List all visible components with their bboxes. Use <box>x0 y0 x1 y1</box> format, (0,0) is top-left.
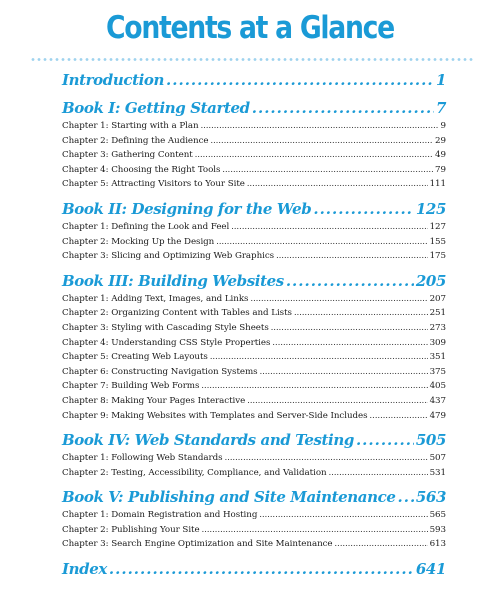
page-number: 437 <box>429 395 446 406</box>
toc-chapter-entry[interactable] <box>62 537 446 552</box>
page-number: 531 <box>429 467 446 478</box>
page-number: 507 <box>429 453 446 464</box>
dot-leader <box>195 148 433 163</box>
dot-leader <box>313 198 414 220</box>
section-title: Book II: Designing for the Web <box>62 199 312 218</box>
chapter-title: Chapter 8: Making Your Pages Interactive <box>62 395 246 406</box>
toc-chapter-entry[interactable] <box>62 249 446 264</box>
page-number: 641 <box>415 560 446 579</box>
toc-chapter-entry[interactable] <box>62 148 446 163</box>
toc-section-entry[interactable] <box>62 270 446 292</box>
section-title: Book I: Getting Started <box>62 99 250 117</box>
toc-chapter-entry[interactable] <box>62 235 446 250</box>
page-number: 375 <box>429 366 446 377</box>
toc-chapter-entry[interactable] <box>62 163 446 178</box>
page-number: 479 <box>429 410 446 421</box>
toc-chapter-entry[interactable] <box>62 321 446 336</box>
chapter-title: Chapter 2: Organizing Content with Tables and Lists <box>62 308 292 319</box>
dot-leader <box>370 409 428 424</box>
dot-leader <box>247 394 427 409</box>
toc-section-entry[interactable] <box>62 97 446 119</box>
dot-leader <box>201 119 439 134</box>
dot-leader <box>166 69 434 91</box>
toc-section-entry[interactable] <box>62 486 446 508</box>
dot-leader <box>210 350 428 365</box>
toc-section-entry[interactable] <box>62 198 446 220</box>
page-number: 1 <box>435 71 446 89</box>
chapter-title: Chapter 2: Defining the Audience <box>62 135 209 146</box>
page-number: 7 <box>435 99 446 117</box>
dot-leader <box>222 163 433 178</box>
dotted-divider <box>30 58 475 61</box>
toc-chapter-entry[interactable] <box>62 409 446 424</box>
chapter-title: Chapter 6: Constructing Navigation Systems <box>62 366 258 377</box>
dot-leader <box>201 379 427 394</box>
dot-leader <box>260 365 428 380</box>
dot-leader <box>272 336 427 351</box>
dot-leader <box>210 134 433 149</box>
page-number: 351 <box>429 352 446 363</box>
chapter-title: Chapter 1: Adding Text, Images, and Links <box>62 293 249 304</box>
dot-leader <box>398 486 414 508</box>
page-number: 309 <box>429 337 446 348</box>
dot-leader <box>231 220 427 235</box>
page-number: 79 <box>435 164 446 175</box>
toc-section-entry[interactable] <box>62 69 446 91</box>
page-number: 565 <box>429 510 446 521</box>
chapter-title: Chapter 5: Creating Web Layouts <box>62 352 208 363</box>
toc-chapter-entry[interactable] <box>62 508 446 523</box>
chapter-title: Chapter 3: Styling with Cascading Style Sheets <box>62 322 269 333</box>
chapter-title: Chapter 3: Slicing and Optimizing Web Graphics <box>62 251 275 262</box>
dot-leader <box>294 306 428 321</box>
page-number: 127 <box>429 221 446 232</box>
dot-leader <box>335 537 428 552</box>
chapter-title: Chapter 5: Attracting Visitors to Your Site <box>62 179 245 190</box>
chapter-title: Chapter 1: Domain Registration and Hosting <box>62 510 258 521</box>
table-of-contents <box>62 69 446 580</box>
section-title: Book III: Building Websites <box>62 271 284 290</box>
page-number: 593 <box>429 524 446 535</box>
toc-chapter-entry[interactable] <box>62 220 446 235</box>
toc-chapter-entry[interactable] <box>62 134 446 149</box>
toc-chapter-entry[interactable] <box>62 394 446 409</box>
toc-chapter-entry[interactable] <box>62 292 446 307</box>
toc-section-entry[interactable] <box>62 558 446 580</box>
toc-chapter-entry[interactable] <box>62 336 446 351</box>
page-number: 125 <box>415 199 446 218</box>
dot-leader <box>271 321 428 336</box>
dot-leader <box>109 558 414 580</box>
page-title: Contents at a Glance <box>106 10 394 46</box>
chapter-title: Chapter 2: Publishing Your Site <box>62 524 200 535</box>
chapter-title: Chapter 4: Understanding CSS Style Properties <box>62 337 271 348</box>
toc-section-entry[interactable] <box>62 429 446 451</box>
page-number: 613 <box>429 539 446 550</box>
toc-chapter-entry[interactable] <box>62 523 446 538</box>
page-number: 251 <box>429 308 446 319</box>
toc-chapter-entry[interactable] <box>62 379 446 394</box>
chapter-title: Chapter 1: Following Web Standards <box>62 453 223 464</box>
page-number: 405 <box>429 381 446 392</box>
toc-chapter-entry[interactable] <box>62 350 446 365</box>
toc-chapter-entry[interactable] <box>62 451 446 466</box>
dot-leader <box>276 249 427 264</box>
chapter-title: Chapter 3: Search Engine Optimization and Site Maintenance <box>62 539 333 550</box>
dot-leader <box>202 523 428 538</box>
section-title: Book V: Publishing and Site Maintenance <box>62 488 396 507</box>
toc-chapter-entry[interactable] <box>62 177 446 192</box>
page-number: 155 <box>429 236 446 247</box>
chapter-title: Chapter 9: Making Websites with Templates and Server-Side Includes <box>62 410 368 421</box>
dot-leader <box>250 292 427 307</box>
toc-chapter-entry[interactable] <box>62 306 446 321</box>
page-number: 505 <box>415 431 446 450</box>
page-number: 207 <box>429 293 446 304</box>
section-title: Index <box>62 560 107 579</box>
page-number: 49 <box>435 150 446 161</box>
dot-leader <box>356 429 414 451</box>
dot-leader <box>252 97 434 119</box>
toc-chapter-entry[interactable] <box>62 365 446 380</box>
chapter-title: Chapter 2: Mocking Up the Design <box>62 236 215 247</box>
page-number: 175 <box>429 251 446 262</box>
page-number: 205 <box>415 271 446 290</box>
page-number: 273 <box>429 322 446 333</box>
dot-leader <box>329 466 428 481</box>
dot-leader <box>247 177 428 192</box>
dot-leader <box>216 235 427 250</box>
dot-leader <box>225 451 428 466</box>
page-number: 29 <box>435 135 446 146</box>
chapter-title: Chapter 7: Building Web Forms <box>62 381 200 392</box>
chapter-title: Chapter 4: Choosing the Right Tools <box>62 164 221 175</box>
toc-chapter-entry[interactable] <box>62 466 446 481</box>
dot-leader <box>286 270 414 292</box>
section-title: Book IV: Web Standards and Testing <box>62 431 354 450</box>
page-number: 563 <box>415 488 446 507</box>
page-number: 9 <box>440 121 446 131</box>
chapter-title: Chapter 1: Defining the Look and Feel <box>62 221 230 232</box>
toc-chapter-entry[interactable] <box>62 119 446 134</box>
section-title: Introduction <box>62 71 165 89</box>
page-number: 111 <box>429 179 446 190</box>
chapter-title: Chapter 2: Testing, Accessibility, Compliance, and Validation <box>62 467 327 478</box>
chapter-title: Chapter 3: Gathering Content <box>62 150 193 161</box>
chapter-title: Chapter 1: Starting with a Plan <box>62 121 199 131</box>
dot-leader <box>259 508 427 523</box>
